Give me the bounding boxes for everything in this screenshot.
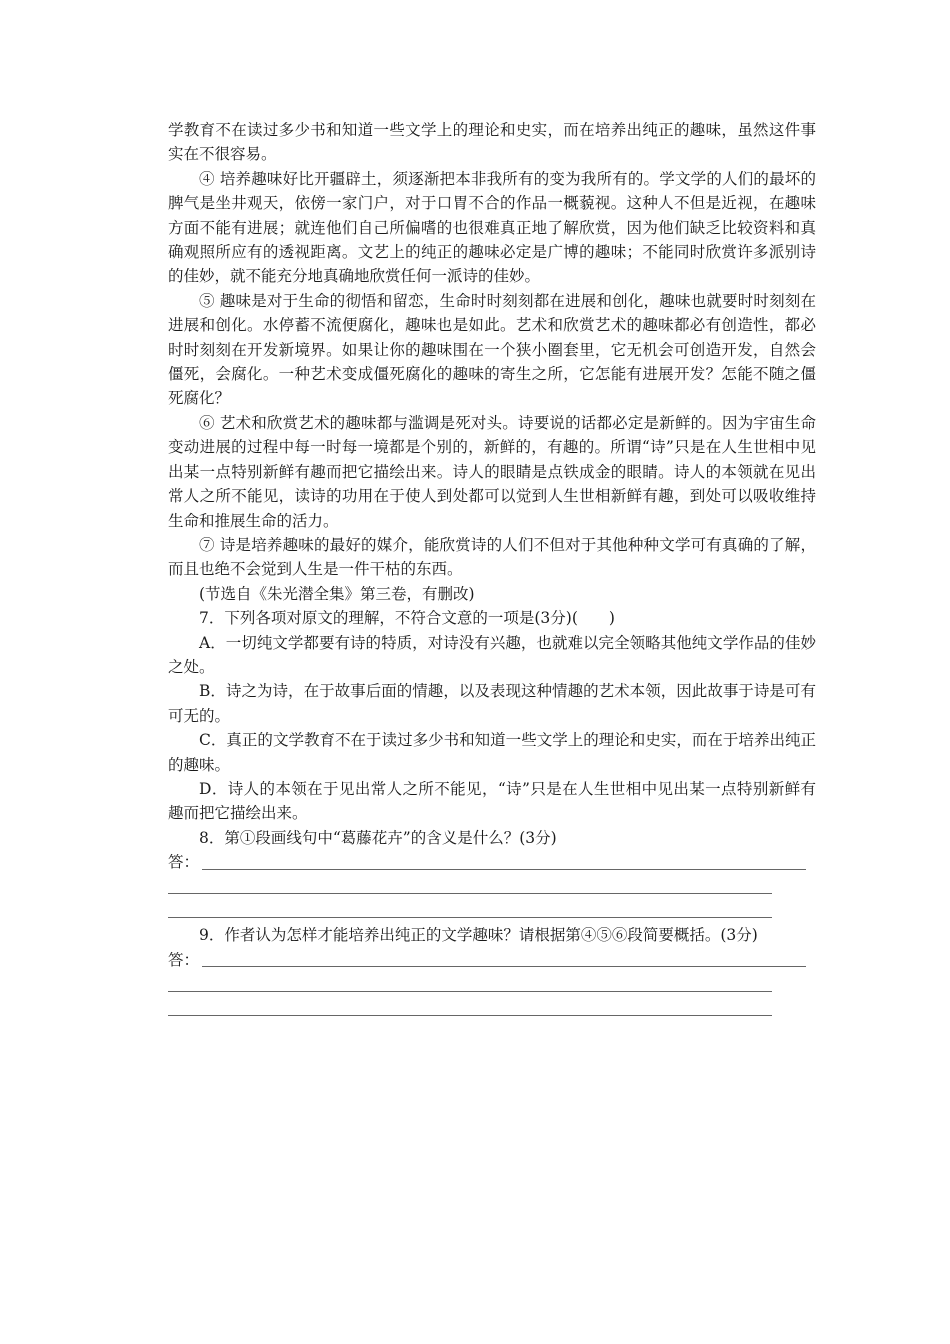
question-7-option-c: C．真正的文学教育不在于读过多少书和知道一些文学上的理论和史实，而在于培养出纯正的趣味。: [168, 731, 816, 774]
question-8-rule-1: [202, 869, 806, 870]
question-9-rule-1: [202, 966, 806, 967]
question-7-option-d: D．诗人的本领在于见出常人之所不能见，“诗”只是在人生世相中见出某一点特别新鲜有趣而把它描绘出来。: [168, 779, 816, 823]
paragraph-7: ⑦ 诗是培养趣味的最好的媒介，能欣赏诗的人们不但对于其他种种文学可有真确的了解，而且也绝不会觉到人生是一件干枯的东西。: [168, 535, 816, 579]
question-8-answer-line-2[interactable]: [168, 875, 816, 899]
question-7-option-a: A．一切纯文学都要有诗的特质，对诗没有兴趣，也就难以完全领略其他纯文学作品的佳妙之处。: [168, 633, 816, 676]
question-8-rule-2: [168, 893, 772, 894]
source-note: (节选自《朱光潜全集》第三卷，有删改): [199, 584, 475, 603]
question-9-answer-label: 答：: [168, 950, 200, 969]
paragraph-5: ⑤ 趣味是对于生命的彻悟和留恋，生命时时刻刻都在进展和创化，趣味也就要时时刻刻在进展和创化。水停蓄不流便腐化，趣味也是如此。艺术和欣赏艺术的趣味都必有创造性，都必时时刻刻在开发新境界。如果让你的趣味围在一个狭小圈套里，它无机会可创造开发，自然会僵死，会腐化。一种艺术变成僵死腐化的趣味的寄生之所，它怎能有进展开发？怎能不随之僵死腐化？: [168, 291, 816, 408]
paragraph-6: ⑥ 艺术和欣赏艺术的趣味都与滥调是死对头。诗要说的话都必定是新鲜的。因为宇宙生命变动进展的过程中每一时每一境都是个别的，新鲜的，有趣的。所谓“诗”只是在人生世相中见出某一点特别新鲜有趣而把它描绘出来。诗人的眼睛是点铁成金的眼睛。诗人的本领就在见出常人之所不能见，读诗的功用在于使人到处都可以觉到人生世相新鲜有趣，到处可以吸收维持生命和推展生命的活力。: [168, 413, 816, 530]
question-8-answer-line-1[interactable]: [168, 850, 816, 874]
question-9-rule-2: [168, 991, 772, 992]
question-8-answer-label: 答：: [168, 853, 200, 872]
question-7-stem: 7．下列各项对原文的理解，不符合文意的一项是(3分)( ): [199, 609, 615, 628]
question-9-stem: 9．作者认为怎样才能培养出纯正的文学趣味？请根据第④⑤⑥段简要概括。(3分): [199, 926, 758, 945]
document-page: [168, 118, 816, 1021]
question-9-answer-line-3[interactable]: [168, 997, 816, 1021]
question-9-rule-3: [168, 1015, 772, 1016]
question-8-answer-line-3[interactable]: [168, 899, 816, 923]
continuation-paragraph: 学教育不在读过多少书和知道一些文学上的理论和史实，而在培养出纯正的趣味，虽然这件事实在不很容易。: [168, 121, 816, 164]
question-9-answer-line-1[interactable]: [168, 948, 816, 972]
paragraph-4: ④ 培养趣味好比开疆辟土，须逐渐把本非我所有的变为我所有的。学文学的人们的最坏的脾气是坐井观天，依傍一家门户，对于口胃不合的作品一概藐视。这种人不但是近视，在趣味方面不能有进展；就连他们自己所偏嗜的也很难真正地了解欣赏，因为他们缺乏比较资料和真确观照所应有的透视距离。文艺上的纯正的趣味必定是广博的趣味；不能同时欣赏许多派别诗的佳妙，就不能充分地真确地欣赏任何一派诗的佳妙。: [168, 169, 816, 286]
question-8-stem: 8．第①段画线句中“葛藤花卉”的含义是什么？(3分): [199, 828, 557, 847]
question-7-option-b: B．诗之为诗，在于故事后面的情趣，以及表现这种情趣的艺术本领，因此故事于诗是可有可无的。: [168, 682, 816, 725]
question-8-rule-3: [168, 917, 772, 918]
question-9-answer-line-2[interactable]: [168, 972, 816, 996]
